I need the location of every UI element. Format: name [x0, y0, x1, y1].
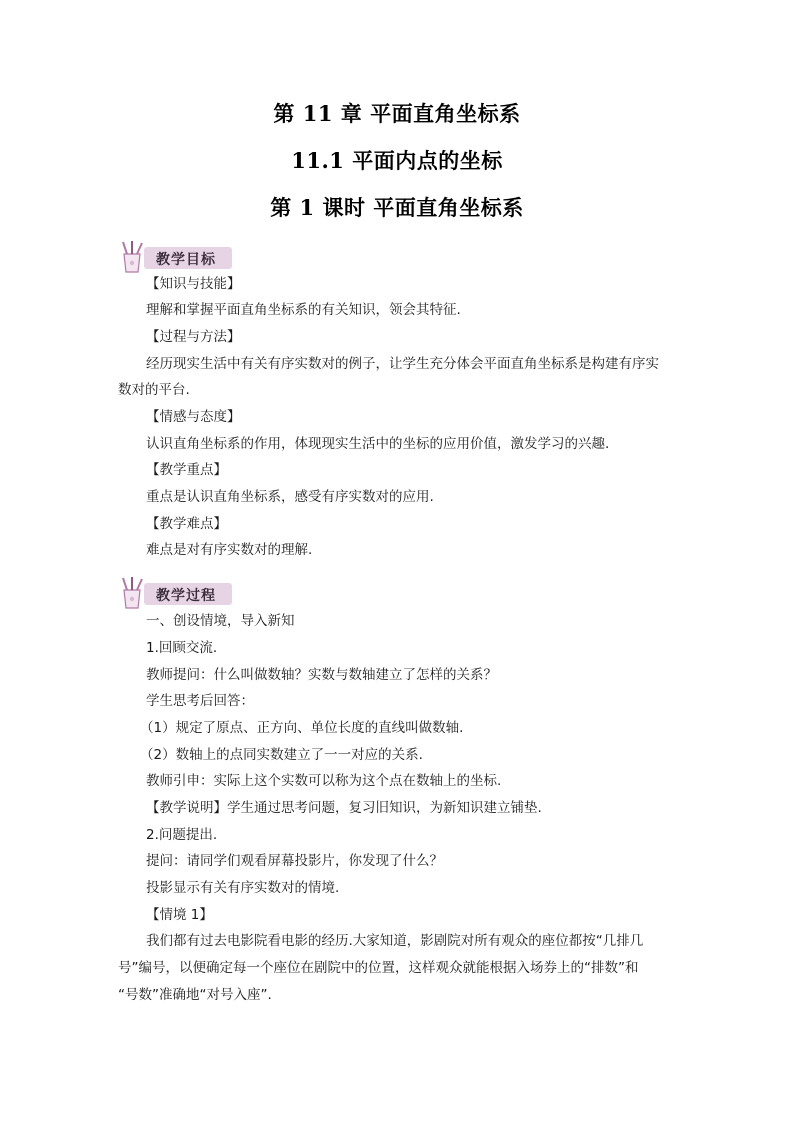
key-point-text: 重点是认识直角坐标系，感受有序实数对的应用. [146, 489, 434, 505]
process-method-heading: 【过程与方法】 [146, 329, 241, 345]
paragraph: 我们都有过去电影院看电影的经历.大家知道，影剧院对所有观众的座位都按“几排几 [146, 933, 644, 949]
paragraph: （2）数轴上的点同实数建立了一一对应的关系. [140, 747, 423, 763]
chapter-title: 第 11 章 平面直角坐标系 [273, 101, 521, 126]
paragraph: 教师提问：什么叫做数轴？实数与数轴建立了怎样的关系？ [146, 667, 497, 683]
paragraph: 教师引申：实际上这个实数可以称为这个点在数轴上的坐标. [146, 773, 502, 789]
paragraph: 1.回顾交流. [146, 640, 218, 656]
paragraph: 一、创设情境，导入新知 [146, 613, 295, 629]
paragraph: 投影显示有关有序实数对的情境. [146, 880, 340, 896]
paragraph-cont: “号数”准确地“对号入座”. [118, 987, 272, 1003]
section-label: 教学目标 [156, 252, 216, 268]
paragraph: 2.问题提出. [146, 827, 218, 843]
knowledge-heading: 【知识与技能】 [146, 276, 241, 292]
section-tag [144, 247, 232, 269]
paragraph: 【教学说明】学生通过思考问题，复习旧知识，为新知识建立铺垫. [146, 800, 542, 816]
lesson-title: 第 1 课时 平面直角坐标系 [270, 195, 524, 220]
emotion-text: 认识直角坐标系的作用，体现现实生活中的坐标的应用价值，激发学习的兴趣. [146, 436, 610, 452]
section-label: 教学过程 [156, 588, 216, 604]
difficulty-text: 难点是对有序实数对的理解. [146, 542, 313, 558]
difficulty-heading: 【教学难点】 [146, 516, 227, 532]
process-method-text: 经历现实生活中有关有序实数对的例子，让学生充分体会平面直角坐标系是构建有序实 [146, 356, 659, 372]
process-method-text-cont: 数对的平台. [118, 382, 190, 398]
paragraph: 学生思考后回答： [146, 693, 254, 709]
key-point-heading: 【教学重点】 [146, 462, 227, 478]
emotion-heading: 【情感与态度】 [146, 409, 241, 425]
section-title: 11.1 平面内点的坐标 [291, 148, 503, 173]
paragraph-cont: 号”编号，以便确定每一个座位在剧院中的位置，这样观众就能根据入场券上的“排数”和 [118, 960, 639, 976]
knowledge-text: 理解和掌握平面直角坐标系的有关知识，领会其特征. [146, 302, 461, 318]
paragraph: 提问：请同学们观看屏幕投影片，你发现了什么？ [146, 853, 443, 869]
section-tag [144, 583, 232, 605]
paragraph: （1）规定了原点、正方向、单位长度的直线叫做数轴. [140, 720, 464, 736]
paragraph: 【情境 1】 [146, 907, 213, 923]
